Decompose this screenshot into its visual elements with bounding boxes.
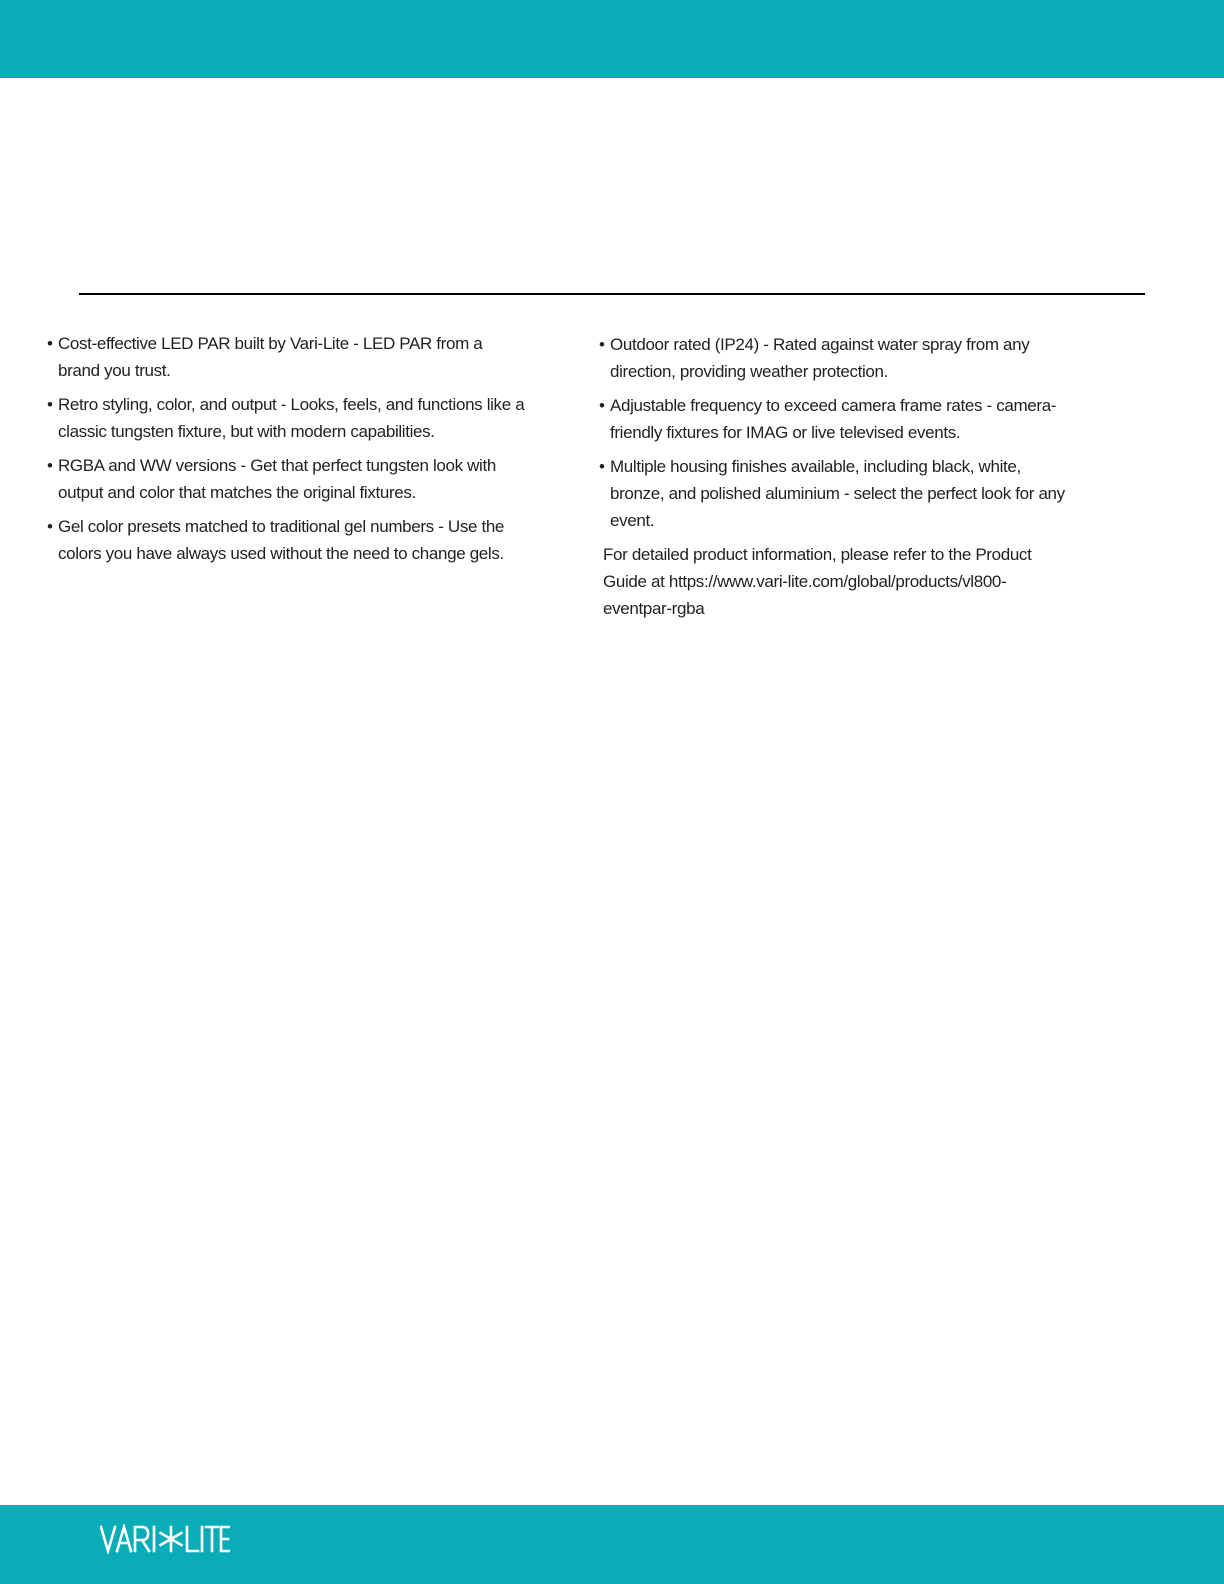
- feature-item: [47, 391, 527, 445]
- divider-rule: [79, 293, 1145, 295]
- product-guide-note: For detailed product information, please refer to the Product Guide at https://www.vari-lite.com/global/products/vl800-eventpar-rgba: [603, 545, 1032, 618]
- bullet-glyph: •: [47, 517, 53, 536]
- bullet-glyph: •: [47, 334, 53, 353]
- bullet-glyph: •: [47, 395, 53, 414]
- bullet-glyph: •: [47, 456, 53, 475]
- feature-item: [47, 513, 527, 567]
- feature-text: Outdoor rated (IP24) - Rated against water spray from any direction, providing weather protection.: [610, 335, 1030, 381]
- feature-text: RGBA and WW versions - Get that perfect tungsten look with output and color that matches the original fixtures.: [58, 456, 496, 502]
- header-band: [0, 0, 1224, 78]
- bullet-glyph: •: [599, 457, 605, 476]
- feature-item: [47, 452, 527, 506]
- features-right-column: [599, 331, 1079, 622]
- bullet-glyph: •: [599, 396, 605, 415]
- bullet-glyph: •: [599, 335, 605, 354]
- feature-text: Gel color presets matched to traditional gel numbers - Use the colors you have always used without the need to change gels.: [58, 517, 505, 563]
- feature-text: Multiple housing finishes available, including black, white, bronze, and polished aluminium - select the perfect look for any event.: [610, 457, 1065, 530]
- vari-lite-logo: [100, 1524, 230, 1554]
- feature-text: Cost-effective LED PAR built by Vari-Lite - LED PAR from a brand you trust.: [58, 334, 483, 380]
- feature-item: [599, 331, 1079, 385]
- feature-text: Adjustable frequency to exceed camera frame rates - camera-friendly fixtures for IMAG or live televised events.: [610, 396, 1057, 442]
- feature-text: Retro styling, color, and output - Looks, feels, and functions like a classic tungsten fixture, but with modern capabilities.: [58, 395, 525, 441]
- feature-item: [599, 453, 1079, 534]
- feature-item: [47, 330, 527, 384]
- feature-item: [599, 392, 1079, 446]
- features-left-column: [47, 330, 527, 574]
- asterisk-star-icon: [161, 1527, 182, 1551]
